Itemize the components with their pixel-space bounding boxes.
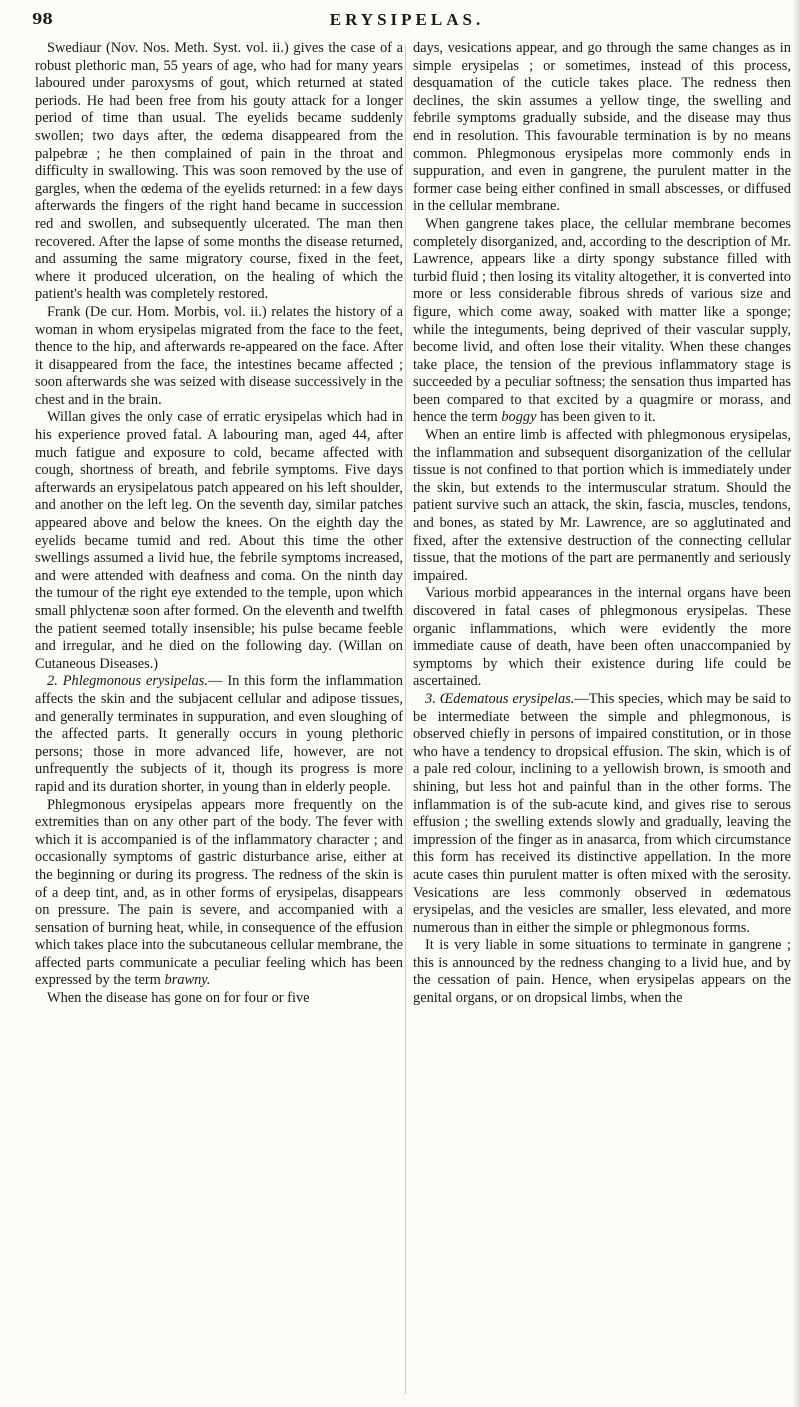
- paragraph-entire-limb: When an entire limb is affected with phlegmonous erysipelas, the inflammation and subsequent disorganization of the cellular tissue is not confined to that portion which is immediately under the skin, but extends to the intermuscular stratum. Should the patient survive such an attack, the skin, fascia, muscles, tendons, and bones, as stated by Mr. Lawrence, are so agglutinated and fixed, after the extensive destruction of the connecting cellular tissue, that the motions of the part are permanently and seriously impaired.: [413, 427, 791, 584]
- paragraph-four-or-five: When the disease has gone on for four or five: [47, 990, 310, 1007]
- term-boggy: boggy: [501, 409, 537, 426]
- paragraph-phlegmonous-symptoms: [35, 797, 403, 991]
- paragraph-liable-gangrene: It is very liable in some situations to terminate in gangrene ; this is announced by the redness changing to a livid hue, and by the cessation of pain. Hence, when erysipelas appears on the genital organs, or on dropsical limbs, when the: [413, 937, 791, 1007]
- section-heading-oedematous: 3. Œdematous erysipelas.: [425, 690, 575, 707]
- page-number: 98: [32, 10, 53, 28]
- column-divider: [405, 44, 406, 1394]
- paragraph-phlegmonous-intro: [35, 673, 403, 796]
- page-header: [28, 10, 786, 38]
- paragraph-willan-case: Willan gives the only case of erratic erysipelas which had in his experience proved fatal. A labouring man, aged 44, after much fatigue and exposure to cold, became affected with cough, shortness of breath, and febrile symptoms. Five days afterwards an erysipelatous patch appeared on his left shoulder, and another on the left leg. On the seventh day, similar patches appeared above and below the knees. On the eighth day the eyelids became tumid and red. About this time the other swellings assumed a livid hue, the febrile symptoms increased, and were attended with deafness and coma. On the ninth day the tumour of the right eye extended to the temple, upon which small phlyctenæ soon after formed. On the eleventh and twelfth the patient seemed totally insensible; his pulse became feeble and irregular, and he died on the following day. (Willan on Cutaneous Diseases.): [35, 409, 403, 672]
- right-column: [413, 40, 791, 1008]
- paragraph-frank-case: Frank (De cur. Hom. Morbis, vol. ii.) relates the history of a woman in whom erysipelas migrated from the face to the feet, thence to the hip, and afterwards re-appeared on the face. After it disappeared from the face, the intestines became affected ; soon afterwards she was seized with disease successively in the chest and in the brain.: [35, 303, 403, 408]
- left-column: [35, 40, 403, 1008]
- paragraph-oedematous-text: —This species, which may be said to be intermediate between the simple and phlegmonous, is observed chiefly in persons of impaired constitution, or in those who have a tendency to dropsical effusion. The skin, which is of a pale red colour, inclining to a yellowish brown, is smooth and shining, but less hot and painful than in the other forms. The inflammation is of the sub-acute kind, and gives rise to serous effusion ; the swelling extends slowly and gradually, leaving the impression of the finger as in anasarca, from which circumstance this form has received its distinctive appellation. In the more acute cases thin purulent matter is often mixed with the serosity. Vesications are less commonly observed in œdematous erysipelas, and the vesicles are smaller, less elevated, and more numerous than in either the simple or phlegmonous forms.: [413, 690, 791, 936]
- term-brawny: brawny.: [164, 972, 211, 989]
- paragraph-phlegmonous-symptoms-text: Phlegmonous erysipelas appears more frequently on the extremities than on any other part of the body. The fever with which it is accompanied is of the inflammatory character ; and occasionally symptoms of gastric disturbance arise, either at the beginning or during its progress. The redness of the skin is of a deep tint, and, as in other forms of erysipelas, disappears on pressure. The pain is severe, and accompanied with a sensation of burning heat, while, in consequence of the effusion which takes place into the subcutaneous cellular membrane, the affected parts communicate a peculiar feeling which has been expressed by the term: [35, 796, 403, 989]
- paragraph-gangrene-text: When gangrene takes place, the cellular membrane becomes completely disorganized, and, according to the description of Mr. Lawrence, appears like a dirty spongy substance filled with turbid fluid ; then losing its vitality altogether, it is converted into more or less considerable fibrous shreds of various size and figure, which come away, soaked with matter like a sponge; while the integuments, being deprived of their vascular supply, become livid, and often lose their vitality. When these changes take place, the tension of the previous inflammatory stage is succeeded by a peculiar softness; the sensation thus imparted has been compared to that excited by a quagmire or morass, and hence the term: [413, 215, 791, 426]
- paragraph-gangrene: [413, 216, 791, 427]
- running-title: ERYSIPELAS.: [329, 10, 485, 29]
- paragraph-swediaur-case: Swediaur (Nov. Nos. Meth. Syst. vol. ii.) gives the case of a robust plethoric man, 55 years of age, who had for many years laboured under paroxysms of gout, which returned at stated periods. He had been free from his gouty attack for a longer period of time than usual. The eyelids became suddenly swollen; two days after, the œdema disappeared from the palpebræ ; he then complained of pain in the throat and difficulty in swallowing. This was soon removed by the use of gargles, when the œdema of the eyelids returned: in a few days afterwards the fingers of the right hand became in succession red and swollen, and subsequently ulcerated. The man then recovered. After the lapse of some months the disease returned, and assuming the same migratory course, fixed in the feet, where it produced ulceration, on the healing of which the patient's health was completely restored.: [35, 40, 403, 303]
- paragraph-vesications: days, vesications appear, and go through the same changes as in simple erysipelas ; or sometimes, instead of this process, desquamation of the cuticle takes place. The redness then declines, the skin assumes a yellow tinge, the swelling and febrile symptoms gradually subside, and the disease may thus end in resolution. This favourable termination is by no means common. Phlegmonous erysipelas more commonly ends in suppuration, and even in gangrene, the purulent matter in the former case being either confined in small abscesses, or diffused in the cellular membrane.: [413, 40, 791, 215]
- paragraph-phlegmonous-text: — In this form the inflammation affects the skin and the subjacent cellular and adipose tissues, and generally terminates in suppuration, and even sloughing of the affected parts. It generally occurs in young plethoric persons; those in more advanced life, however, are not unfrequently the subjects of it, though its progress is more rapid and its duration shorter, in young than in elderly people.: [35, 673, 403, 795]
- paragraph-oedematous: [413, 691, 791, 937]
- section-heading-phlegmonous: 2. Phlegmonous erysipelas.: [47, 673, 208, 690]
- paragraph-gangrene-end: has been given to it.: [540, 409, 656, 426]
- page-edge-shadow: [792, 0, 800, 1407]
- paragraph-morbid-appearances: Various morbid appearances in the internal organs have been discovered in fatal cases of phlegmonous erysipelas. These organic inflammations, which were evidently the more immediate cause of death, have been often unaccompanied by symptoms by which their existence during life could be ascertained.: [413, 585, 791, 690]
